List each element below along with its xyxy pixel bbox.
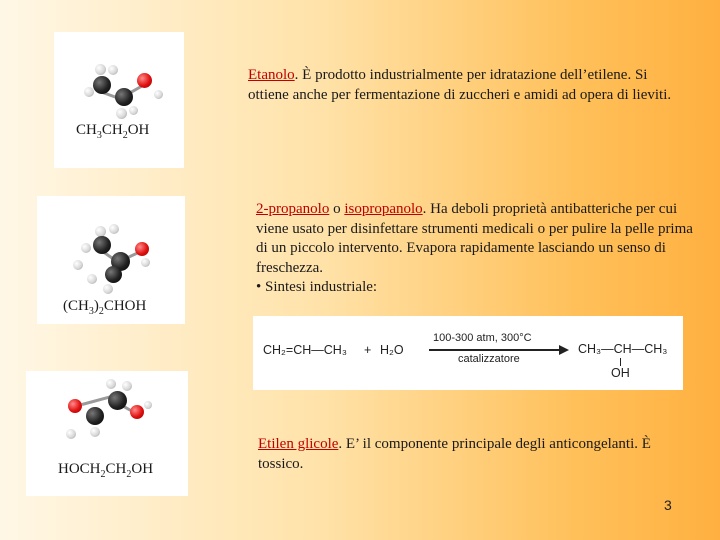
ethanol-name: Etanolo [248, 67, 295, 83]
ethanol-formula: $CH_3CH_2OH$ [76, 122, 150, 141]
glycol-name: Etilen glicole [258, 436, 339, 452]
isopropanol-name-2: isopropanolo [344, 201, 423, 217]
synthesis-bullet: • Sintesi industriale: [256, 279, 378, 295]
ethylene-glycol-formula: $HOCH_2CH_2OH$ [58, 461, 154, 480]
reactant-propene: CH₂=CH—CH₃ [263, 343, 347, 357]
product-oh-bond [620, 358, 621, 366]
reactant-water: H₂O [380, 343, 404, 357]
ethylene-glycol-model-image [26, 371, 188, 496]
isopropanol-model-image [37, 196, 185, 324]
synthesis-reaction-image [253, 316, 683, 390]
reaction-arrow [429, 349, 561, 351]
catalyst-label: catalizzatore [458, 353, 520, 365]
glycol-description [258, 435, 698, 474]
isopropanol-description: 2-propanolo o isopropanolo. Ha deboli proprietà antibatteriche per cui viene usato per disinfettare strumenti medicali o per pulire la pelle prima di un piccolo intervento. Evapora rapidamente lasciando un senso di freschezza. • Sintesi industriale: [256, 200, 696, 298]
isopropanol-text: . Ha deboli proprietà antibatteriche per cui viene usato per disinfettare strumenti medicali o per pulire la pelle prima di un piccolo intervento. Evapora rapidamente lasciando un senso di freschezza. [256, 201, 693, 276]
product-isopropanol: CH₃—CH—CH₃ [578, 342, 668, 356]
reaction-arrow-head [559, 345, 569, 355]
ethanol-model-image [54, 32, 184, 168]
ethanol-description [248, 66, 688, 105]
isopropanol-formula: $(CH_3)_2CHOH$ [63, 298, 147, 317]
ethanol-text: . È prodotto industrialmente per idratazione dell’etilene. Si ottiene anche per fermentazione di zuccheri e amidi ad opera di lieviti. [248, 67, 672, 103]
reaction-conditions: 100-300 atm, 300°C [433, 332, 532, 344]
product-oh-group: OH [611, 366, 630, 380]
page-number: 3 [664, 497, 672, 513]
isopropanol-name-1: 2-propanolo [256, 201, 330, 217]
plus-sign: + [364, 343, 372, 357]
glycol-text: . E’ il componente principale degli anticongelanti. È tossico. [258, 436, 651, 472]
